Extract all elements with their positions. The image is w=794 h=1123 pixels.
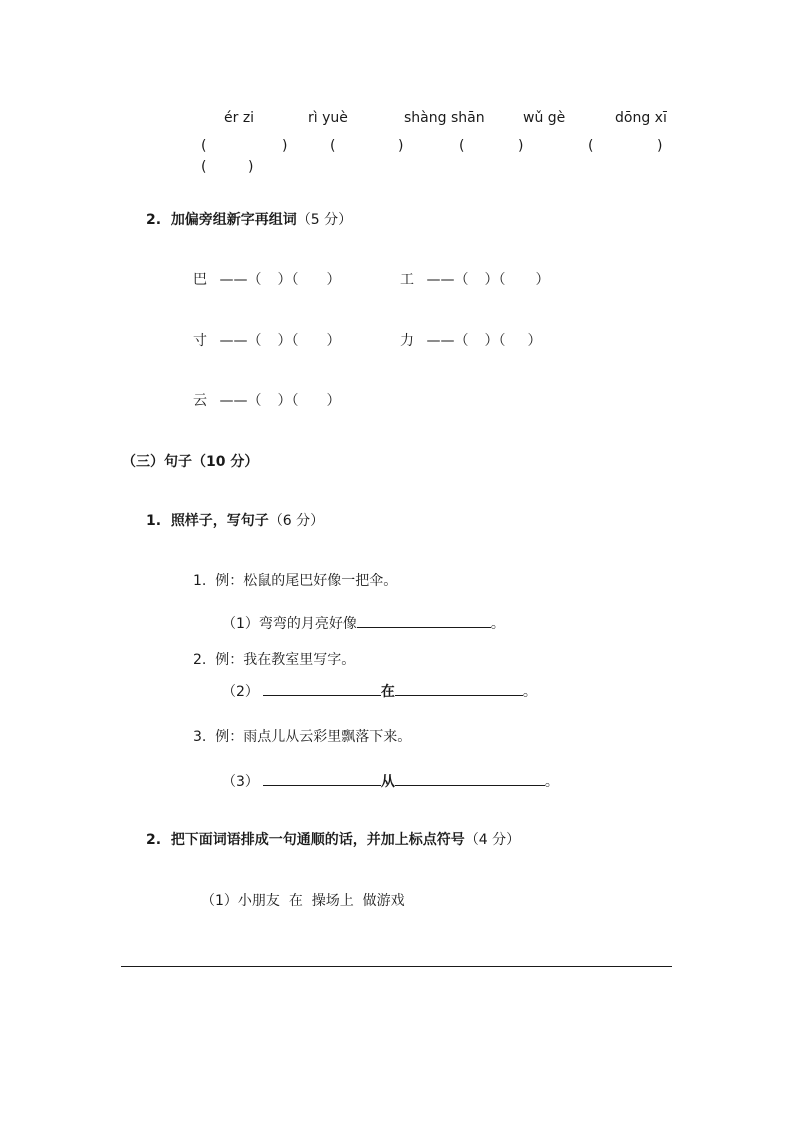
- answer-2-blank-left[interactable]: [263, 682, 381, 696]
- question-2-item-1-label: （1）: [201, 893, 238, 909]
- pinyin-word-3: shàng shān: [404, 110, 485, 126]
- answer-1-prefix: 弯弯的月亮好像: [258, 616, 357, 632]
- paren-open: （: [454, 333, 469, 349]
- paren-close: ）: [527, 333, 542, 349]
- answer-1-end: 。: [490, 616, 505, 632]
- answer-1-label: （1）: [222, 616, 259, 632]
- paren-open: （: [291, 272, 299, 288]
- question-2-score: （4 分）: [464, 832, 521, 848]
- radical-row-2-left: [193, 330, 340, 350]
- paren-open: （: [247, 333, 262, 349]
- question-1-number: 1.: [146, 513, 162, 529]
- answer-paren-close-5: ): [248, 159, 254, 175]
- paren-close: ）: [277, 333, 292, 349]
- paren-open: （: [498, 272, 506, 288]
- answer-paren-open-5: (: [201, 159, 207, 175]
- question-2-heading: [146, 829, 520, 849]
- question-1-score: （6 分）: [268, 513, 325, 529]
- answer-paren-open-2: (: [330, 138, 336, 154]
- paren-close: ）: [535, 272, 550, 288]
- answer-2-end: 。: [522, 684, 537, 700]
- dash: ——: [219, 393, 248, 409]
- example-2: [193, 649, 355, 669]
- answer-2: [222, 681, 537, 701]
- paren-close: ）: [326, 333, 341, 349]
- example-2-number: 2.: [193, 652, 207, 668]
- radical-row-1-right: [400, 269, 549, 289]
- paren-open: （: [291, 333, 299, 349]
- answer-paren-close-3: ): [518, 138, 524, 154]
- question-1-title: 照样子，写句子: [170, 513, 269, 529]
- question-1-heading: [146, 510, 324, 530]
- paren-close: ）: [277, 272, 292, 288]
- radical-char: 云: [193, 393, 207, 409]
- radical-row-1-left: [193, 269, 340, 289]
- dash: ——: [219, 333, 248, 349]
- pinyin-word-4: wǔ gè: [523, 110, 566, 126]
- paren-open: （: [247, 272, 262, 288]
- paren-open: （: [291, 393, 299, 409]
- paren-open: （: [498, 333, 506, 349]
- answer-1-blank[interactable]: [357, 614, 491, 628]
- answer-paren-open-4: (: [588, 138, 594, 154]
- paren-open: （: [247, 393, 262, 409]
- answer-paren-open-1: (: [201, 138, 207, 154]
- answer-3-blank-left[interactable]: [263, 772, 381, 786]
- paren-open: （: [454, 272, 469, 288]
- paren-close: ）: [484, 272, 499, 288]
- example-3: [193, 726, 411, 746]
- answer-1: [222, 613, 505, 633]
- section-2-number: 2.: [146, 212, 162, 228]
- paren-close: ）: [326, 393, 341, 409]
- question-2-title: 把下面词语排成一句通顺的话，并加上标点符号: [170, 832, 465, 848]
- example-1: [193, 570, 397, 590]
- radical-char: 力: [400, 333, 414, 349]
- radical-row-2-right: [400, 330, 541, 350]
- answer-2-label: （2）: [222, 684, 259, 700]
- radical-char: 寸: [193, 333, 207, 349]
- answer-paren-close-1: ): [282, 138, 288, 154]
- answer-paren-open-3: (: [459, 138, 465, 154]
- dash: ——: [426, 272, 455, 288]
- paren-close: ）: [326, 272, 341, 288]
- radical-char: 工: [400, 272, 414, 288]
- pinyin-word-1: ér zi: [224, 110, 255, 126]
- radical-row-3-left: [193, 390, 340, 410]
- section-2-heading: [146, 209, 352, 229]
- answer-3: [222, 771, 559, 791]
- example-3-number: 3.: [193, 729, 207, 745]
- pinyin-word-2: rì yuè: [308, 110, 348, 126]
- answer-line[interactable]: [121, 966, 672, 967]
- dash: ——: [426, 333, 455, 349]
- example-2-text: 例：我在教室里写字。: [215, 652, 356, 668]
- answer-paren-close-4: ): [657, 138, 663, 154]
- pinyin-word-5: dōng xī: [615, 110, 667, 126]
- answer-3-end: 。: [544, 774, 559, 790]
- example-1-number: 1.: [193, 573, 207, 589]
- section-2-title: 加偏旁组新字再组词: [170, 212, 297, 228]
- answer-paren-close-2: ): [398, 138, 404, 154]
- answer-2-middle: 在: [380, 684, 395, 700]
- paren-close: ）: [277, 393, 292, 409]
- example-3-text: 例：雨点儿从云彩里飘落下来。: [215, 729, 412, 745]
- example-1-text: 例：松鼠的尾巴好像一把伞。: [215, 573, 398, 589]
- part-3-heading: （三）句子（10 分）: [122, 454, 259, 470]
- section-2-score: （5 分）: [296, 212, 353, 228]
- answer-3-label: （3）: [222, 774, 259, 790]
- dash: ——: [219, 272, 248, 288]
- question-2-number: 2.: [146, 832, 162, 848]
- answer-2-blank-right[interactable]: [395, 682, 523, 696]
- radical-char: 巴: [193, 272, 207, 288]
- question-2-item-1: [201, 890, 405, 910]
- question-2-item-1-words: 小朋友 在 操场上 做游戏: [237, 893, 405, 909]
- answer-3-blank-right[interactable]: [395, 772, 545, 786]
- answer-3-middle: 从: [380, 774, 395, 790]
- paren-close: ）: [484, 333, 499, 349]
